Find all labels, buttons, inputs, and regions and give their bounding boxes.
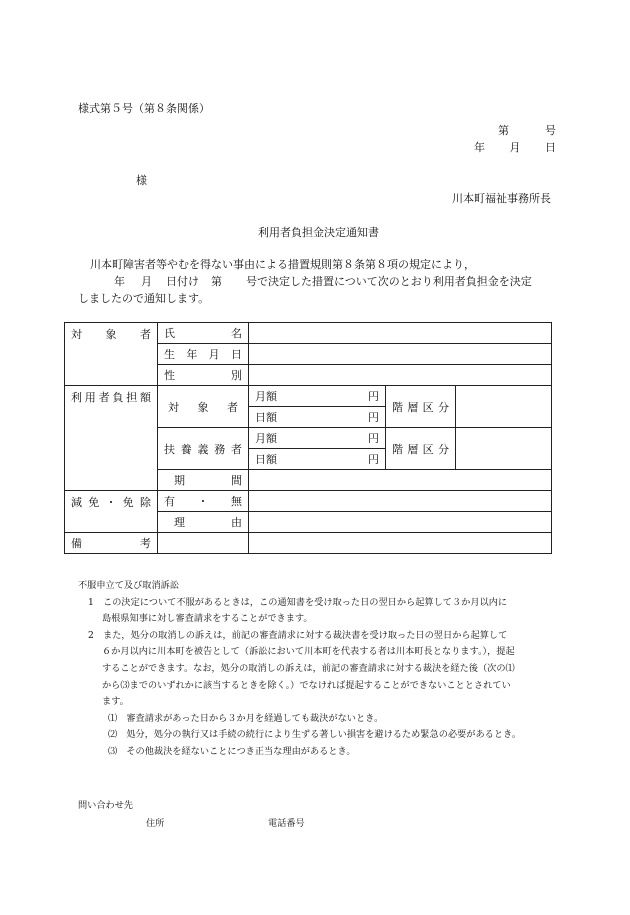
appeal-notes (78, 578, 568, 761)
table-row (65, 386, 552, 407)
period-cell[interactable] (249, 470, 552, 491)
contact-heading: 問い合わせ先 (78, 800, 134, 811)
intro-line-2: 年 月 日付け 第 号で決定した措置について次のとおり利用者負担金を決定 (114, 275, 532, 288)
table-row (65, 323, 552, 344)
subject-person-label: 対 象 者 (158, 386, 249, 428)
reason-label: 理 由 (158, 512, 249, 533)
subject-bracket-cell[interactable] (456, 386, 552, 428)
subject-monthly-cell[interactable]: 月額 円 (249, 386, 386, 407)
reason-cell[interactable] (249, 512, 552, 533)
burden-label: 利 用 者 負 担 額 (65, 386, 158, 491)
intro-line-1: 川本町障害者等やむを得ない事由による措置規則第８条第８項の規定により， (90, 258, 475, 271)
name-label: 氏 名 (158, 323, 249, 344)
obligor-daily-cell[interactable]: 日額 円 (249, 449, 386, 470)
obligor-label: 扶 養 義 務 者 (158, 428, 249, 470)
contact-phone: 電話番号 (268, 818, 305, 829)
gender-cell[interactable] (249, 365, 552, 386)
note-sub-1: ⑴ 審査請求があった日から３か月を経過しても裁決がないとき。 (108, 712, 384, 724)
document-title: 利用者負担金決定通知書 (258, 226, 379, 239)
number-line: 第 号 (498, 124, 556, 137)
period-label: 期 間 (158, 470, 249, 491)
note-sub-3: ⑶ その他裁決を経ないことにつき正当な理由があるとき。 (108, 745, 356, 757)
birthdate-label: 生 年 月 日 (158, 344, 249, 365)
remarks-cell[interactable] (249, 533, 552, 554)
exemption-label: 減 免 ・ 免 除 (65, 491, 158, 533)
obligor-bracket-label: 階 層 区 分 (386, 428, 456, 470)
notes-heading: 不服申立て及び取消訴訟 (78, 580, 180, 591)
remarks-label: 備 考 (65, 533, 158, 554)
remarks-blank (158, 533, 249, 554)
gender-label: 性 別 (158, 365, 249, 386)
intro-line-3: しましたので通知します。 (78, 292, 210, 305)
date-line: 年 月 日 (474, 141, 556, 154)
subject-daily-cell[interactable]: 日額 円 (249, 407, 386, 428)
issuer: 川本町福祉事務所長 (452, 192, 551, 205)
table-row (65, 533, 552, 554)
obligor-monthly-cell[interactable]: 月額 円 (249, 428, 386, 449)
note-sub-2: ⑵ 処分，処分の執行又は手続の続行により生ずる著しい損害を避けるため緊急の必要があるとき。 (108, 729, 522, 741)
note-item-1: 1 この決定について不服があるときは，この通知書を受け取った日の翌日から起算して３か月以内に 島根県知事に対し審査請求をすることができます。 (88, 596, 508, 625)
subject-label: 対 象 者 (65, 323, 158, 386)
burden-table (64, 322, 552, 554)
subject-bracket-label: 階 層 区 分 (386, 386, 456, 428)
contact-address: 住所 (146, 818, 165, 829)
birthdate-cell[interactable] (249, 344, 552, 365)
note-item-2: 2 また，処分の取消しの訴えは，前記の審査請求に対する裁決書を受け取った日の翌日から起算して ６か月以内に川本町を被告として（訴訟において川本町を代表する者は川本町長となります。），提起 することができます。なお，処分の取消しの訴えは，前記の審査請求に対する裁決を経た後（次の⑴ から⑶までのいずれかに該当するときを除く。）でなければ提起することができないこととされてい ます。 (88, 629, 515, 708)
addressee-suffix: 様 (136, 174, 147, 187)
form-number: 様式第５号（第８条関係） (78, 102, 210, 115)
exemption-yesno-cell[interactable] (249, 491, 552, 512)
table-row (65, 491, 552, 512)
exemption-yesno[interactable]: 有 ・ 無 (158, 491, 249, 512)
obligor-bracket-cell[interactable] (456, 428, 552, 470)
name-cell[interactable] (249, 323, 552, 344)
